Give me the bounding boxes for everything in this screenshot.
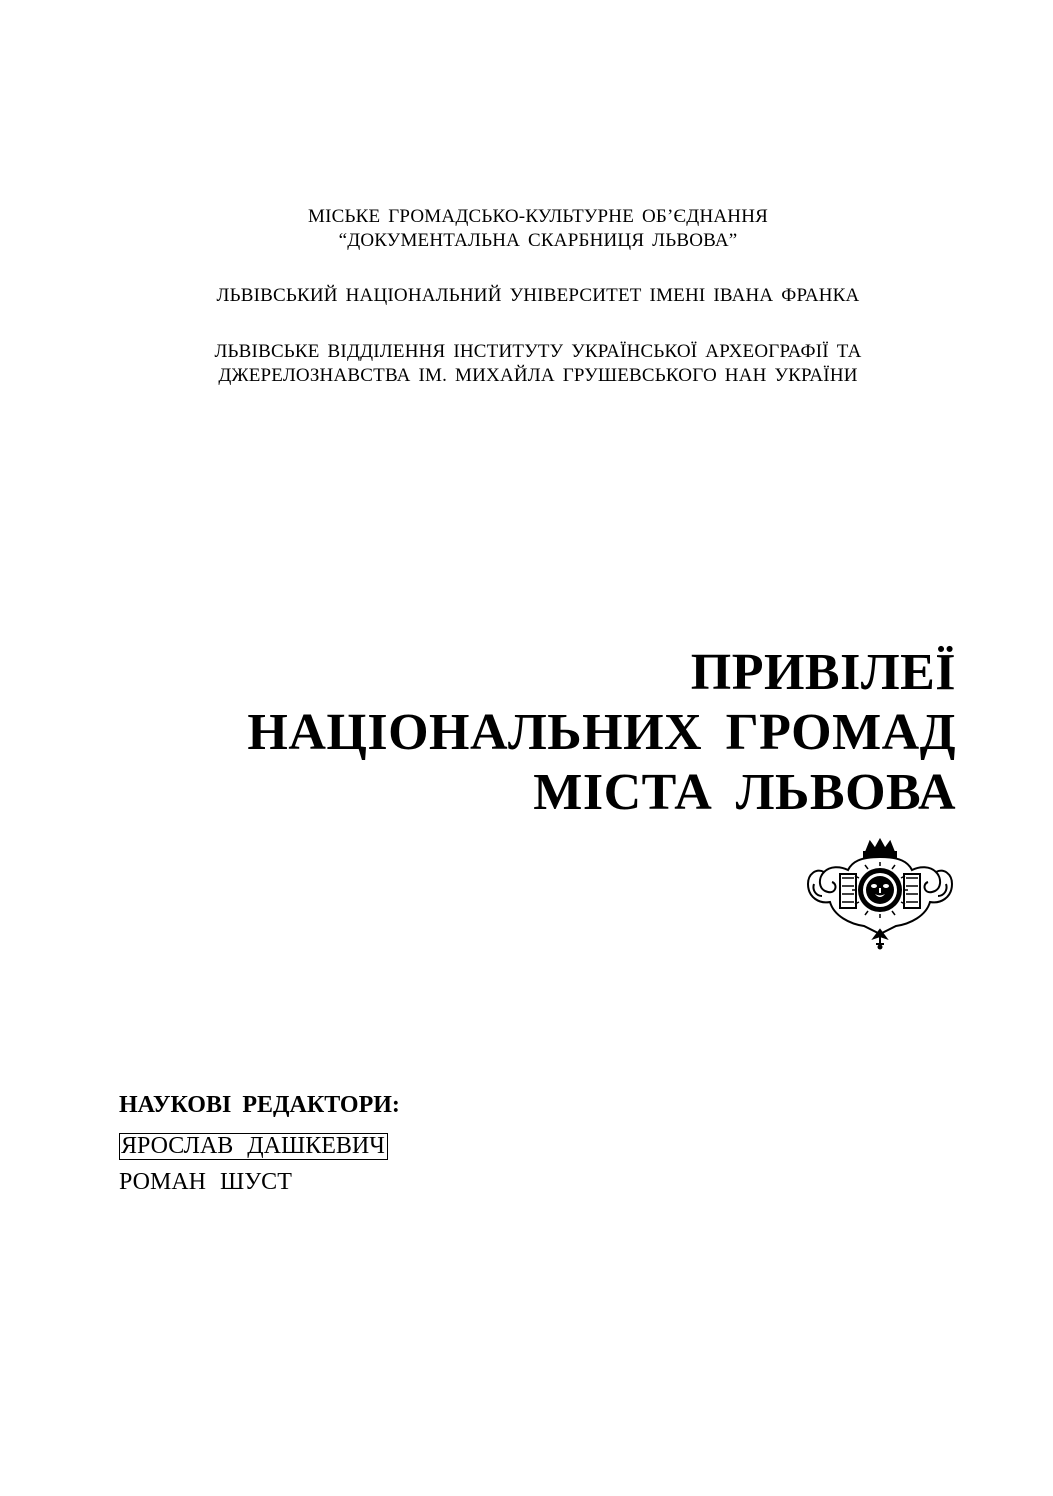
org-line: ЛЬВІВСЬКИЙ НАЦІОНАЛЬНИЙ УНІВЕРСИТЕТ ІМЕНІ ІВАНА ФРАНКА — [216, 285, 860, 306]
book-title — [247, 643, 956, 823]
org-line: ДЖЕРЕЛОЗНАВСТВА ІМ. МИХАЙЛА ГРУШЕВСЬКОГО НАН УКРАЇНИ — [218, 365, 858, 386]
lion-head-crest-icon — [800, 838, 960, 950]
title-line: НАЦІОНАЛЬНИХ ГРОМАД — [247, 704, 956, 761]
title-line: МІСТА ЛЬВОВА — [533, 764, 956, 821]
org-line: ЛЬВІВСЬКЕ ВІДДІЛЕННЯ ІНСТИТУТУ УКРАЇНСЬКОЇ АРХЕОГРАФІЇ ТА — [214, 341, 862, 362]
org-line: “ДОКУМЕНТАЛЬНА СКАРБНИЦЯ ЛЬВОВА” — [338, 230, 738, 251]
organization-header-2 — [0, 284, 1053, 308]
title-line: ПРИВІЛЕЇ — [690, 644, 956, 701]
editors-heading: НАУКОВІ РЕДАКТОРИ: — [119, 1092, 400, 1118]
editor-name: РОМАН ШУСТ — [119, 1169, 292, 1195]
editor-name-boxed: ЯРОСЛАВ ДАШКЕВИЧ — [119, 1133, 388, 1160]
organization-header-1 — [0, 205, 1053, 253]
organization-header-3 — [0, 340, 1053, 388]
org-line: МІСЬКЕ ГРОМАДСЬКО-КУЛЬТУРНЕ ОБ’ЄДНАННЯ — [307, 206, 769, 227]
